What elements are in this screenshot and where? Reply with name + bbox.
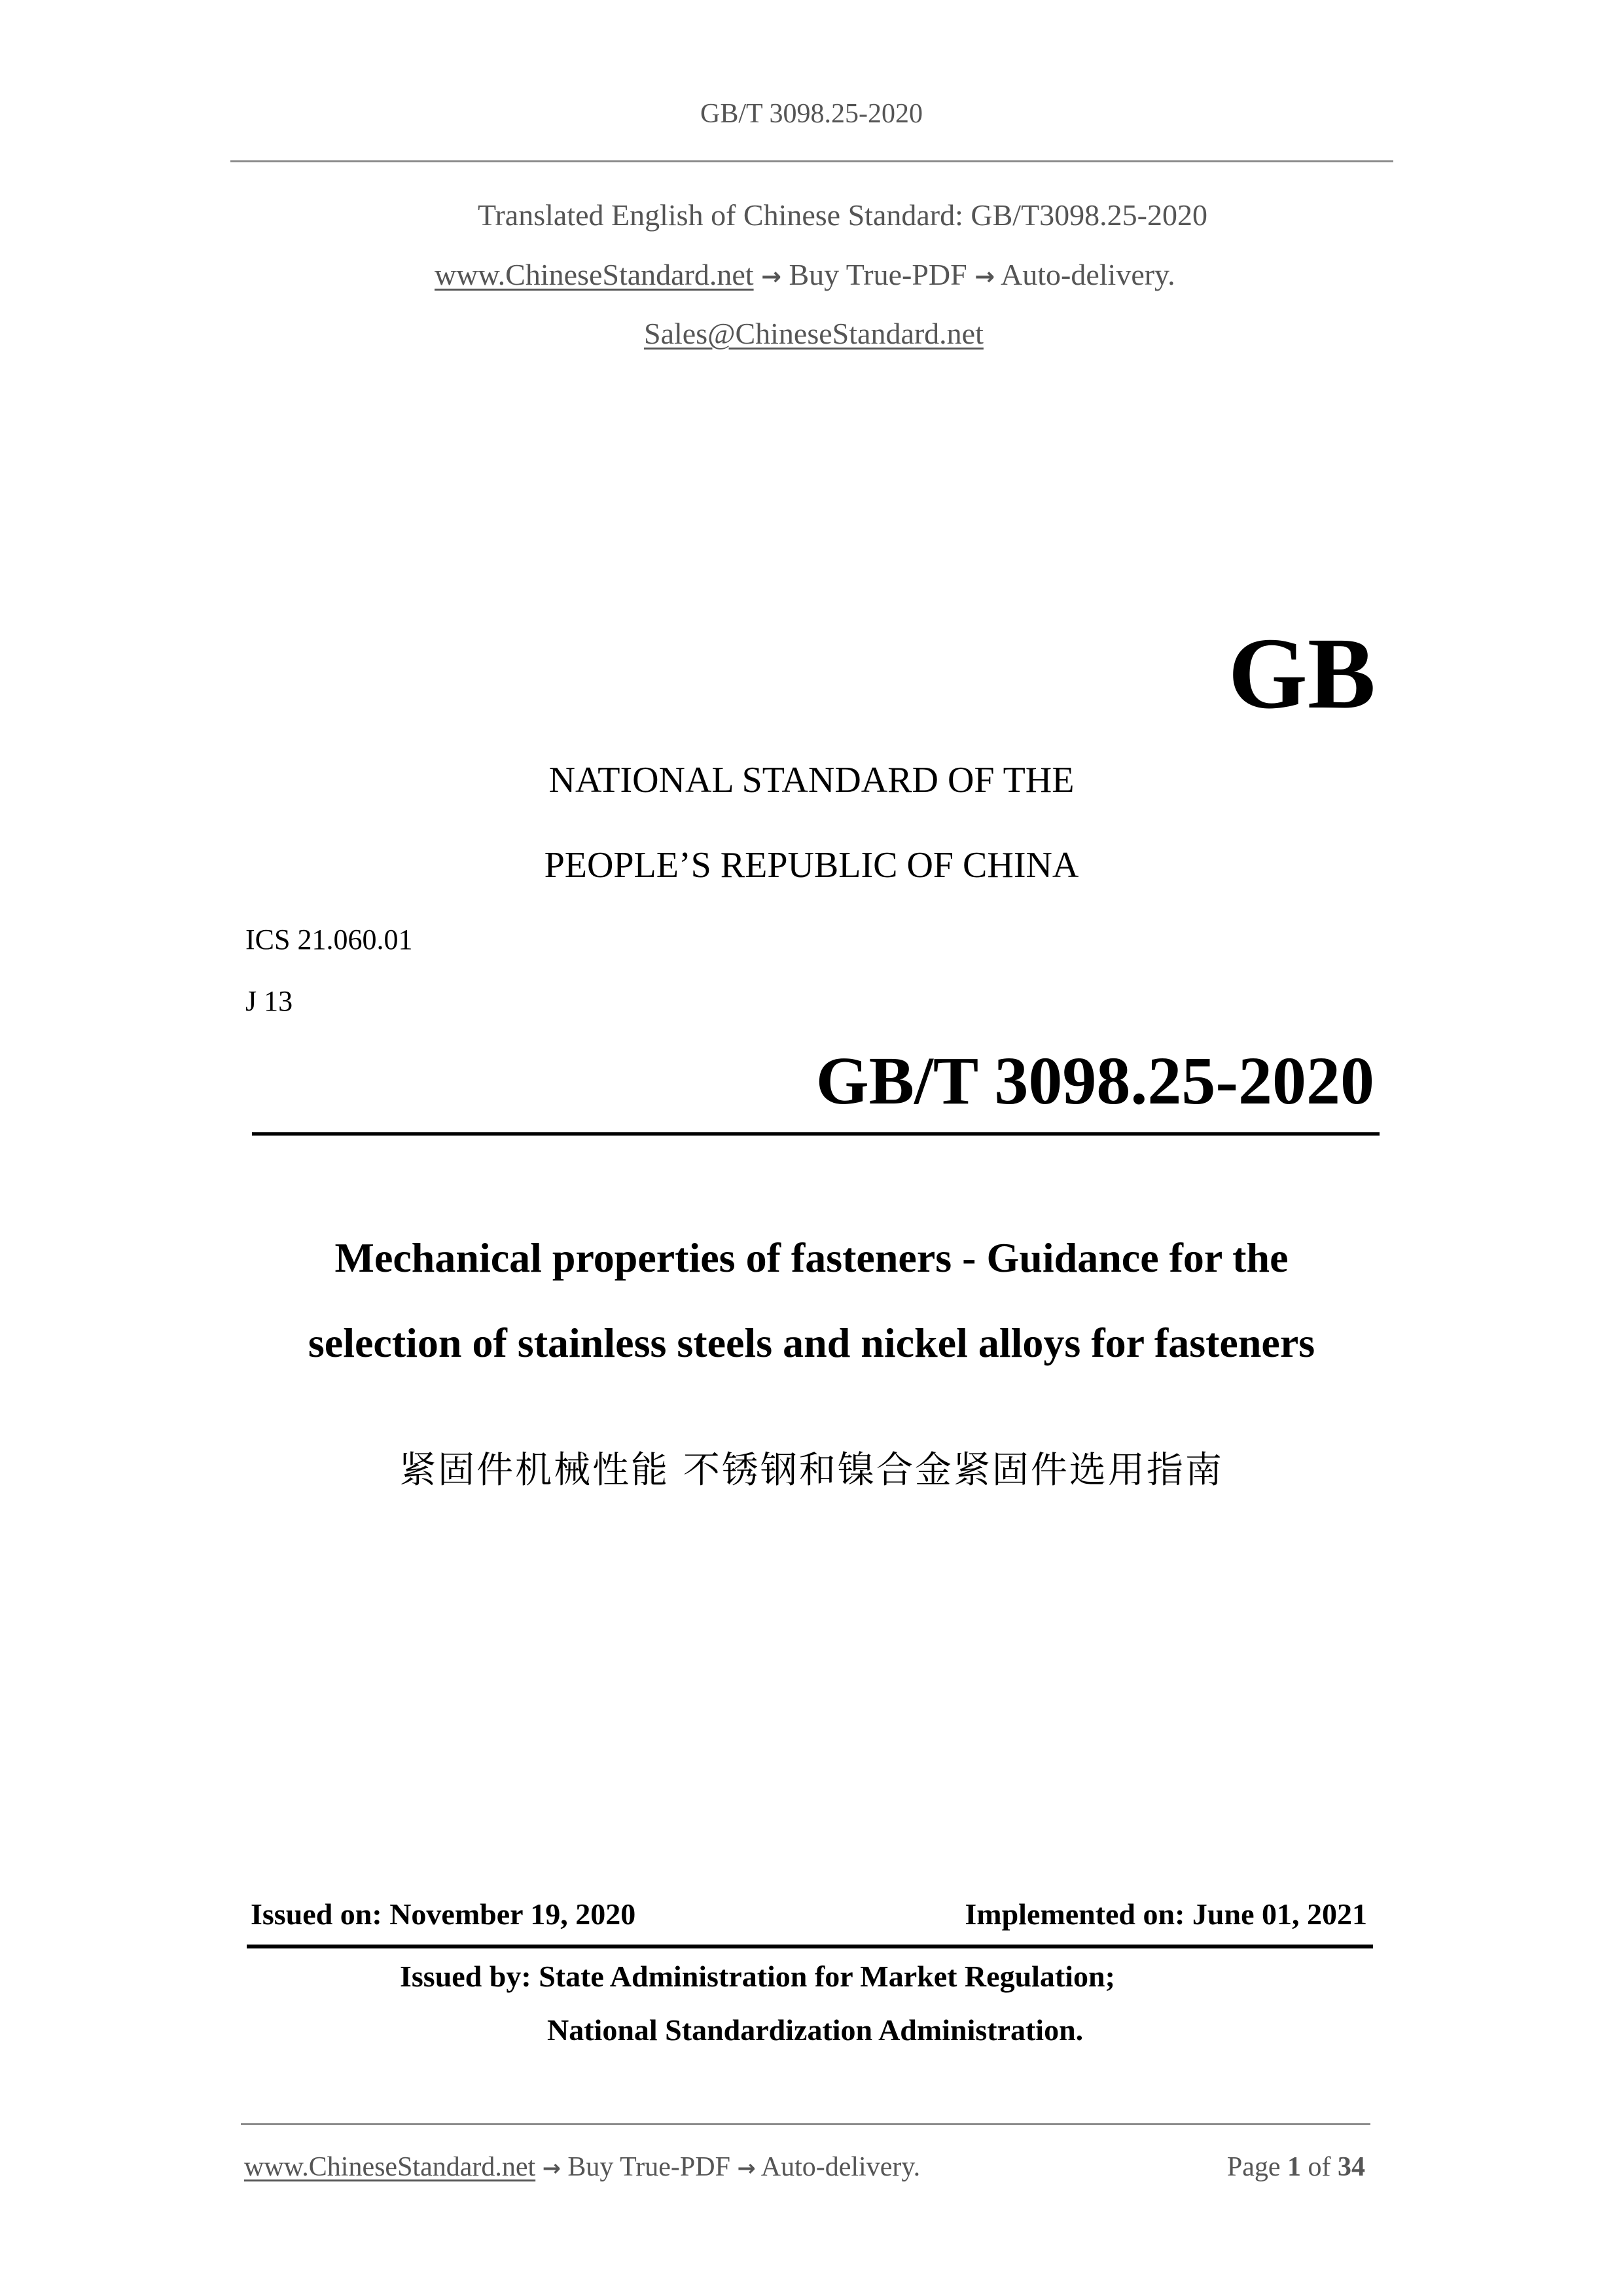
translation-notice: Translated English of Chinese Standard: GB/T3098.25-2020 <box>478 198 1207 232</box>
sales-email-link[interactable]: Sales@ChineseStandard.net <box>644 317 984 350</box>
document-title-line1: Mechanical properties of fasteners - Guidance for the <box>334 1234 1289 1281</box>
issue-info-divider <box>247 1945 1373 1948</box>
arrow-right-icon: → <box>974 262 995 291</box>
national-standard-heading-line2: PEOPLE’S REPUBLIC OF CHINA <box>544 845 1079 886</box>
email-line <box>644 316 984 351</box>
issuing-authority-line1: Issued by: State Administration for Market Regulation; <box>400 1960 1115 1993</box>
running-header-title: GB/T 3098.25-2020 <box>700 99 923 129</box>
arrow-right-icon: → <box>761 262 781 291</box>
document-title-chinese: 紧固件机械性能 不锈钢和镍合金紧固件选用指南 <box>399 1449 1224 1492</box>
document-title-line2: selection of stainless steels and nickel alloys for fasteners <box>308 1319 1315 1366</box>
page-current: 1 <box>1287 2152 1301 2182</box>
buy-true-pdf-text: Buy True-PDF <box>781 258 975 291</box>
national-standard-heading-line1: NATIONAL STANDARD OF THE <box>548 760 1075 800</box>
purchase-line <box>435 257 1175 292</box>
footer-divider <box>241 2123 1370 2125</box>
gb-logo-mark: GB <box>1228 617 1376 730</box>
footer-delivery-text: Auto-delivery. <box>755 2152 921 2182</box>
website-link[interactable]: www.ChineseStandard.net <box>435 258 754 291</box>
footer-website-link[interactable]: www.ChineseStandard.net <box>244 2152 536 2182</box>
ccs-code: J 13 <box>245 985 293 1017</box>
issuing-authority-line2: National Standardization Administration. <box>547 2013 1084 2047</box>
arrow-right-icon: → <box>737 2155 756 2181</box>
page-of-label: of <box>1301 2152 1338 2182</box>
footer-buy-text: Buy True-PDF <box>560 2152 738 2182</box>
page-indicator <box>1227 2151 1365 2183</box>
implementation-date: Implemented on: June 01, 2021 <box>965 1897 1367 1931</box>
auto-delivery-text: Auto-delivery. <box>995 258 1175 291</box>
page-label: Page <box>1226 2152 1287 2182</box>
issued-date: Issued on: November 19, 2020 <box>251 1897 636 1931</box>
header-divider <box>230 160 1393 162</box>
page-total: 34 <box>1338 2152 1365 2182</box>
footer-purchase-line <box>244 2151 920 2183</box>
arrow-right-icon: → <box>542 2155 561 2181</box>
ics-code: ICS 21.060.01 <box>245 924 413 956</box>
standard-number-divider <box>252 1132 1380 1136</box>
standard-number: GB/T 3098.25-2020 <box>815 1043 1374 1119</box>
